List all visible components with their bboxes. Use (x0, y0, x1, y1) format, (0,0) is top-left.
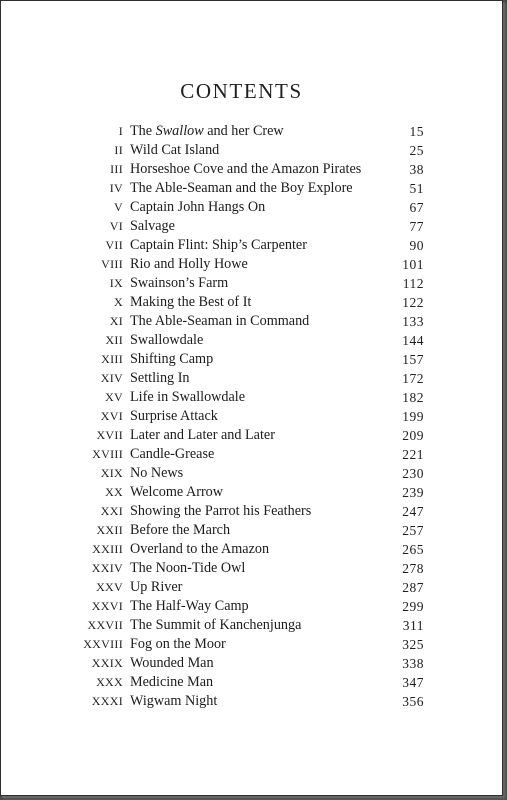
chapter-title: The Swallow and her Crew (130, 123, 284, 139)
page-number: 347 (402, 675, 424, 690)
toc-row (1, 445, 502, 464)
page-number: 338 (402, 656, 424, 671)
page-number: 172 (402, 371, 424, 386)
page-number: 239 (402, 485, 424, 500)
page-number: 325 (402, 637, 424, 652)
toc-row (1, 483, 502, 502)
chapter-title: Surprise Attack (130, 408, 218, 424)
toc-row (1, 179, 502, 198)
chapter-title: The Able-Seaman in Command (130, 313, 310, 329)
chapter-number: XXIII (92, 542, 123, 556)
chapter-title: The Half-Way Camp (130, 598, 249, 614)
toc-row (1, 654, 502, 673)
page-number: 144 (402, 333, 424, 348)
chapter-title: The Noon-Tide Owl (130, 560, 246, 576)
chapter-title: Candle-Grease (130, 446, 215, 462)
chapter-number: XXV (96, 580, 123, 594)
page-number: 133 (402, 314, 424, 329)
page-number: 265 (402, 542, 424, 557)
page-number: 209 (402, 428, 424, 443)
chapter-title: No News (130, 465, 184, 481)
chapter-number: XXXI (91, 694, 123, 708)
chapter-title: Later and Later and Later (130, 427, 275, 443)
chapter-title: Up River (130, 579, 183, 595)
chapter-number: XX (105, 485, 123, 499)
chapter-title: Overland to the Amazon (130, 541, 270, 557)
toc-row (1, 388, 502, 407)
chapter-title: Before the March (130, 522, 231, 538)
chapter-number: XXIX (91, 656, 123, 670)
toc-row (1, 255, 502, 274)
toc-row (1, 559, 502, 578)
toc-row (1, 635, 502, 654)
chapter-number: VII (105, 238, 123, 252)
toc-row (1, 236, 502, 255)
toc-row (1, 692, 502, 711)
chapter-title: Making the Best of It (130, 294, 252, 310)
page-number: 311 (402, 618, 424, 633)
toc-row (1, 274, 502, 293)
chapter-title: The Summit of Kanchenjunga (130, 617, 302, 633)
chapter-title: The Able-Seaman and the Boy Explore (130, 180, 353, 196)
chapter-number: XVIII (92, 447, 123, 461)
toc-row (1, 540, 502, 559)
page-number: 257 (402, 523, 424, 538)
page-number: 230 (402, 466, 424, 481)
chapter-title: Swallowdale (130, 332, 204, 348)
toc-row (1, 616, 502, 635)
chapter-number: XI (109, 314, 123, 328)
page-number: 199 (402, 409, 424, 424)
page-number: 182 (402, 390, 424, 405)
chapter-title: Wild Cat Island (130, 142, 220, 158)
toc-row (1, 312, 502, 331)
toc-row (1, 597, 502, 616)
chapter-title: Shifting Camp (130, 351, 214, 367)
page-number: 299 (402, 599, 424, 614)
chapter-number: XIX (100, 466, 123, 480)
chapter-number: V (114, 200, 123, 214)
toc-row (1, 502, 502, 521)
page-number: 278 (402, 561, 424, 576)
page-number: 38 (409, 162, 424, 177)
toc-row (1, 521, 502, 540)
chapter-number: IV (109, 181, 123, 195)
chapter-title: Settling In (130, 370, 190, 386)
page-number: 101 (402, 257, 424, 272)
page-number: 25 (409, 143, 424, 158)
page-number: 157 (402, 352, 424, 367)
chapter-number: II (114, 143, 123, 157)
toc-row (1, 673, 502, 692)
page-number: 67 (409, 200, 424, 215)
toc-row (1, 350, 502, 369)
chapter-number: XII (105, 333, 123, 347)
toc-row (1, 464, 502, 483)
chapter-number: XXVIII (83, 637, 123, 651)
page-number: 112 (402, 276, 424, 291)
chapter-number: XXVII (87, 618, 123, 632)
chapter-number: XXX (96, 675, 123, 689)
chapter-number: VIII (101, 257, 123, 271)
page-number: 122 (402, 295, 424, 310)
chapter-title: Swainson’s Farm (130, 275, 229, 291)
page-number: 51 (409, 181, 424, 196)
page-number: 356 (402, 694, 424, 709)
chapter-title: Medicine Man (130, 674, 214, 690)
chapter-title: Rio and Holly Howe (130, 256, 248, 272)
toc-row (1, 369, 502, 388)
chapter-number: XVII (96, 428, 123, 442)
toc-row (1, 578, 502, 597)
chapter-title: Showing the Parrot his Feathers (130, 503, 312, 519)
chapter-number: XXI (100, 504, 123, 518)
chapter-number: XIV (100, 371, 123, 385)
contents-list (1, 122, 502, 711)
chapter-number: IX (109, 276, 123, 290)
chapter-title: Fog on the Moor (130, 636, 226, 652)
chapter-title: Horseshoe Cove and the Amazon Pirates (130, 161, 362, 177)
toc-row (1, 293, 502, 312)
chapter-number: VI (109, 219, 123, 233)
toc-row (1, 407, 502, 426)
chapter-number: XXIV (91, 561, 123, 575)
toc-row (1, 160, 502, 179)
chapter-number: I (118, 124, 123, 138)
page-number: 90 (409, 238, 424, 253)
toc-row (1, 198, 502, 217)
chapter-number: XXII (96, 523, 123, 537)
chapter-title: Wigwam Night (130, 693, 218, 709)
toc-row (1, 122, 502, 141)
toc-row (1, 426, 502, 445)
chapter-title: Salvage (130, 218, 175, 234)
page-number: 247 (402, 504, 424, 519)
page-number: 287 (402, 580, 424, 595)
chapter-number: III (110, 162, 123, 176)
chapter-number: XV (105, 390, 123, 404)
chapter-title: Captain John Hangs On (130, 199, 266, 215)
chapter-title: Captain Flint: Ship’s Carpenter (130, 237, 307, 253)
chapter-title: Wounded Man (130, 655, 214, 671)
toc-row (1, 331, 502, 350)
chapter-title: Life in Swallowdale (130, 389, 246, 405)
toc-row (1, 141, 502, 160)
chapter-number: XIII (101, 352, 123, 366)
page-number: 221 (402, 447, 424, 462)
toc-row (1, 217, 502, 236)
page-title: CONTENTS (180, 79, 303, 103)
chapter-number: XVI (100, 409, 123, 423)
chapter-title: Welcome Arrow (130, 484, 224, 500)
chapter-number: X (114, 295, 123, 309)
page-number: 77 (409, 219, 424, 234)
page-number: 15 (409, 124, 424, 139)
chapter-number: XXVI (91, 599, 123, 613)
